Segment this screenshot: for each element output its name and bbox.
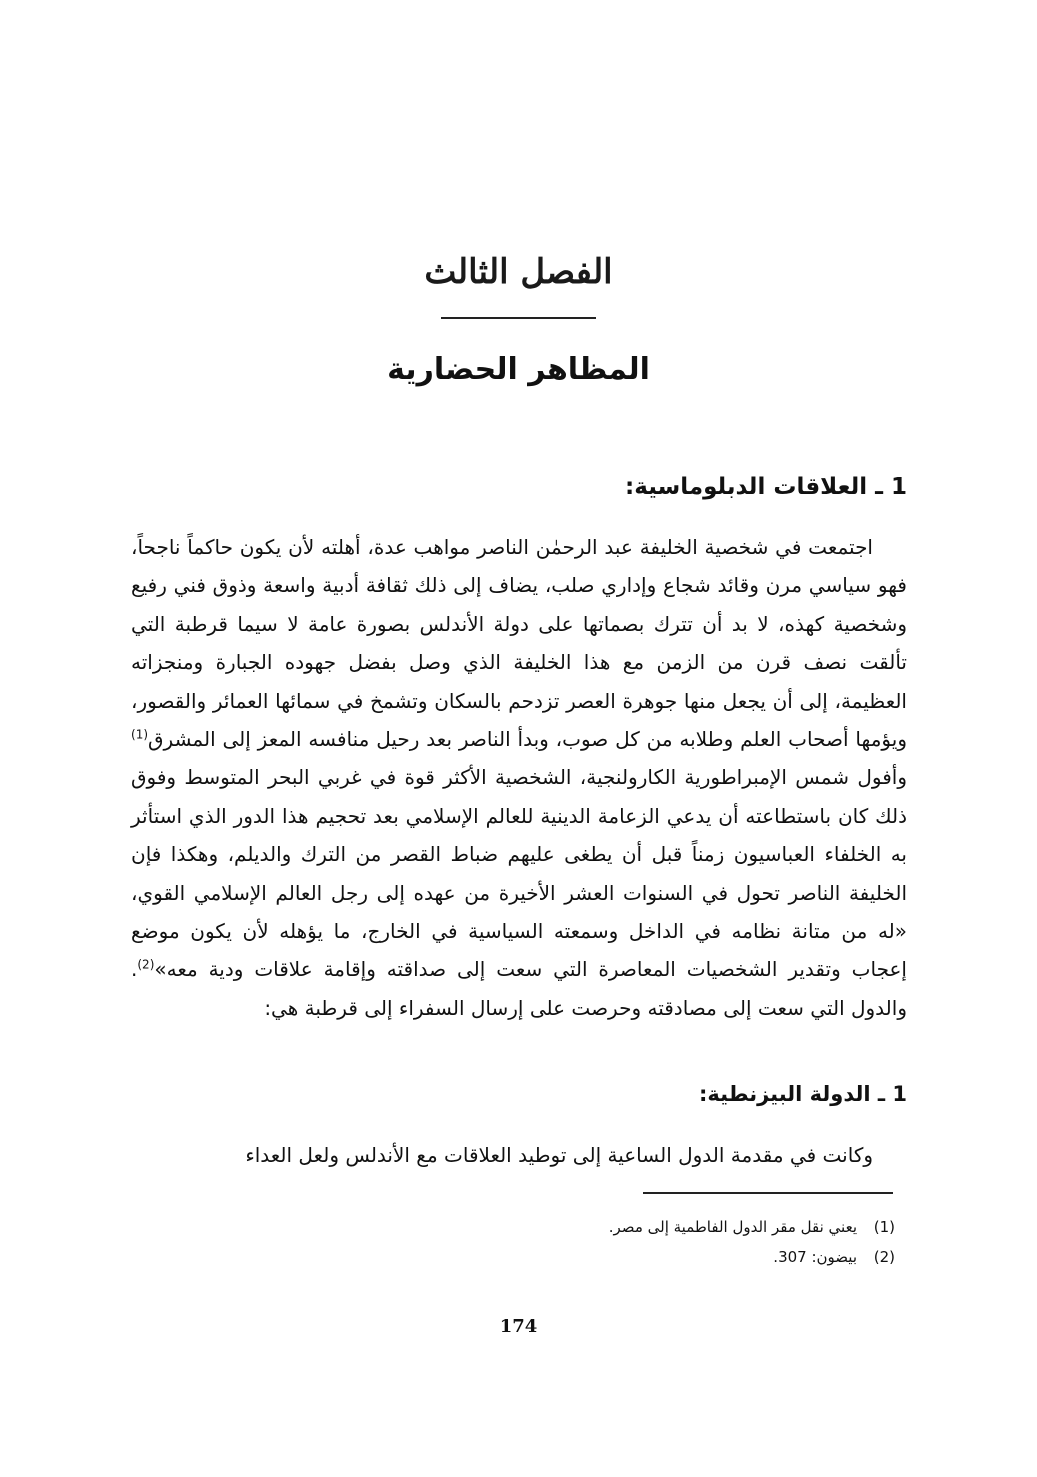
paragraph-middle: وأفول شمس الإمبراطورية الكارولنجية، الشخصية الأكثر قوة في غربي البحر المتوسط وفوق ذلك كان باستطاعته أن يدعي الزعامة الدينية للعالم الإسلامي بعد تحجيم هذا الدور الذي استأثر به الخلفاء العباسيون زمناً قبل أن يطغى عليهم ضباط القصر من الترك والديلم، وهكذا فإن الخليفة الناصر تحول في السنوات العشر الأخيرة من عهده إلى رجل العالم الإسلامي القوي، «له من متانة نظامه في الداخل وسمعته السياسية في الخارج، ما يؤهله لأن يكون موضع إعجاب وتقدير الشخصيات المعاصرة التي سعت إلى صداقته وإقامة علاقات ودية معه»: [131, 765, 907, 982]
paragraph-start: اجتمعت في شخصية الخليفة عبد الرحمٰن الناصر مواهب عدة، أهلته لأن يكون حاكماً ناجحاً، فهو سياسي مرن وقائد شجاع وإداري صلب، يضاف إلى ذلك ثقافة أدبية واسعة وذوق فني رفيع وشخصية كهذه، لا بد أن تترك بصماتها على دولة الأندلس بصورة عامة لا سيما قرطبة التي تألقت نصف قرن من الزمن مع هذا الخليفة الذي وصل بفضل جهوده الجبارة ومنجزاته العظيمة، إلى أن يجعل منها جوهرة العصر تزدحم بالسكان وتشمخ في سمائها العمائر والقصور، ويؤمها أصحاب العلم وطلابه من كل صوب، وبدأ الناصر بعد رحيل منافسه المعز إلى المشرق: [131, 535, 907, 752]
footnote-1: [609, 1212, 895, 1242]
subsection-text: وكانت في مقدمة الدول الساعية إلى توطيد العلاقات مع الأندلس ولعل العداء: [245, 1143, 873, 1167]
footnote-ref-1: (1): [131, 727, 149, 742]
footnotes: [609, 1212, 895, 1272]
chapter-label: الفصل الثالث: [424, 252, 613, 292]
paragraph-end: . والدول التي سعت إلى مصادقته وحرصت على إرسال السفراء إلى قرطبة هي:: [131, 957, 907, 1020]
footnote-2: [609, 1242, 895, 1272]
subsection-paragraph: [131, 1136, 907, 1174]
subsection-heading: 1 ـ الدولة البيزنطية:: [699, 1082, 907, 1106]
footnote-text: يعني نقل مقر الدول الفاطمية إلى مصر.: [608, 1218, 857, 1236]
footnote-number: (2): [873, 1248, 895, 1266]
chapter-title: المظاهر الحضارية: [387, 352, 650, 387]
footnote-ref-2: (2): [137, 957, 155, 972]
footnote-divider: [643, 1192, 893, 1194]
footnote-text: بيضون: 307.: [773, 1248, 857, 1266]
section-heading: 1 ـ العلاقات الدبلوماسية:: [625, 474, 907, 500]
chapter-divider: [441, 317, 596, 319]
page-number: 174: [499, 1316, 538, 1337]
main-paragraph: [131, 528, 907, 1027]
footnote-number: (1): [873, 1218, 895, 1236]
